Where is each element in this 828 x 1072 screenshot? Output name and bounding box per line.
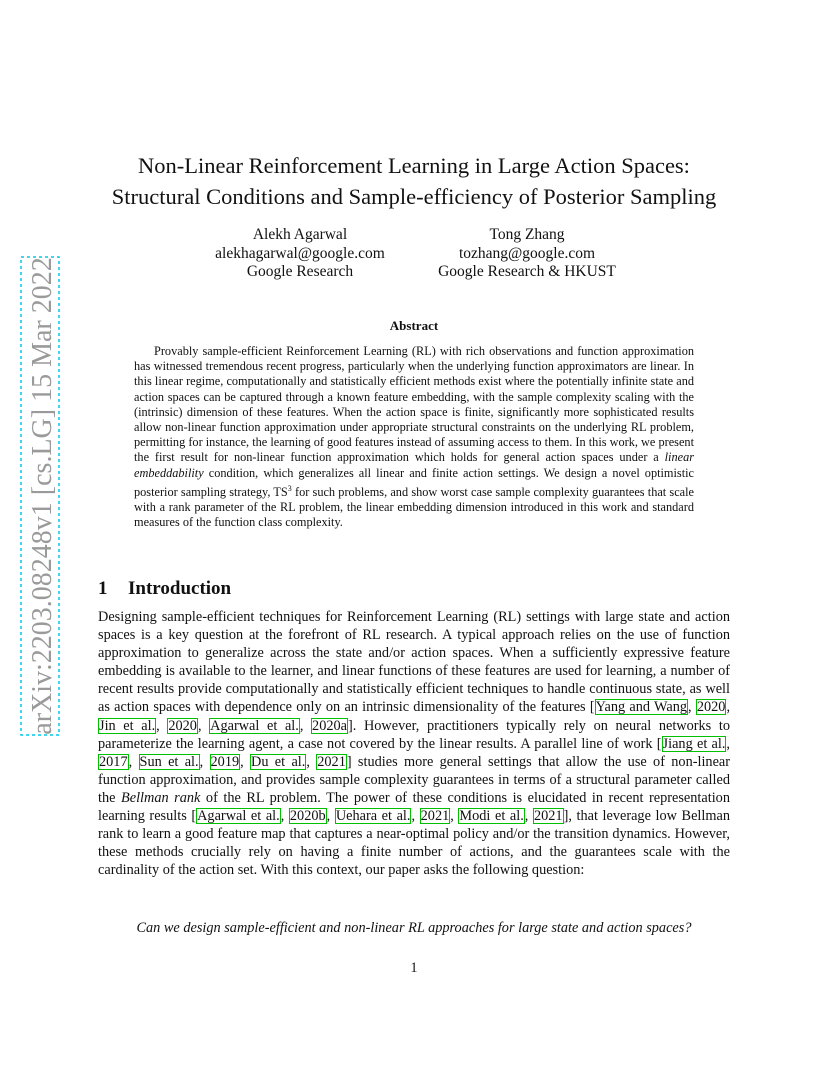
citation-link[interactable]: Yang and Wang xyxy=(595,699,688,716)
author-affiliation: Google Research xyxy=(246,263,354,280)
citation-sep: , xyxy=(197,717,210,734)
citation-link[interactable]: Jiang et al. xyxy=(662,735,726,752)
author-email: tozhang@google.com xyxy=(458,244,596,262)
citation-sep: , xyxy=(156,717,168,734)
citation-sep: , xyxy=(411,808,420,825)
citation-sep: , xyxy=(450,808,459,825)
abstract-part-2: condition, which generalizes all linear and finite action settings. We design a novel optimistic posterior sampling strategy, TS xyxy=(134,465,694,499)
abstract-heading: Abstract xyxy=(389,318,439,333)
intro-text: Designing sample-efficient techniques for Reinforcement Learning (RL) settings with large state and action spaces is a key question at the forefront of RL research. A typical approach relies on the use of function approximation to generalize across the state and/or action spaces. When a sufficiently expressive feature embedding is available to the learner, and linear functions of these features are used for learning, a number of recent results provide computationally and statistically efficient techniques to handle continuous state, as well as action spaces with dependence only on an intrinsic dimensionality of the features [ xyxy=(98,609,730,716)
citation-sep: , xyxy=(726,735,730,752)
abstract-part-3: for such problems, and show worst case sample complexity guarantees that scale with a rank parameter of the RL problem, the linear embedding dimension introduced in this work and standard measures of the function class complexity. xyxy=(134,484,694,530)
abstract-part-1: Provably sample-efficient Reinforcement Learning (RL) with rich observations and function approximation has witnessed tremendous recent progress, particularly when the underlying function approximators are linear. In this linear regime, computationally and statistically efficient methods exist where the potentially infinite state and action spaces can be captured through a known feature embedding, with the sample complexity scaling with the (intrinsic) dimension of these features. When the action space is finite, significantly more sophisticated results allow non-linear function approximation under appropriate structural constraints on the underlying RL problem, permitting for instance, the learning of good features instead of assuming access to them. In this work, we present the first result for non-linear function approximation which holds for general action spaces under a xyxy=(134,344,694,465)
citation-link[interactable]: 2017 xyxy=(99,753,128,770)
author-affiliation: Google Research & HKUST xyxy=(438,263,616,280)
page-number: 1 xyxy=(410,960,418,976)
citation-link[interactable]: 2021 xyxy=(420,808,450,825)
citation-sep: , xyxy=(128,753,139,770)
citation-sep: , xyxy=(726,699,731,716)
title-line-1: Non-Linear Reinforcement Learning in Large Action Spaces: xyxy=(138,153,690,178)
citation-sep: , xyxy=(280,808,289,825)
citation-sep: , xyxy=(306,753,317,770)
research-question: Can we design sample-efficient and non-linear RL approaches for large state and action spaces? xyxy=(136,920,692,936)
citation-link[interactable]: 2019 xyxy=(210,753,240,770)
section-heading xyxy=(98,578,231,600)
intro-text: ], that leverage low Bellman rank to learn a good feature map that captures a near-optimal policy and/or the transition dynamics. However, these methods crucially rely on having a finite number of actions, and the guarantees scale with the cardinality of the action set. With this context, our paper asks the following question: xyxy=(98,808,730,879)
citation-link[interactable]: 2020 xyxy=(168,717,197,734)
citation-link[interactable]: Agarwal et al. xyxy=(210,717,299,734)
author-2 xyxy=(407,226,647,282)
citation-link[interactable]: Agarwal et al. xyxy=(197,808,280,825)
intro-text: ]. However, practitioners typically rely on neural networks to parameterize the learning agent, a case not covered by the linear results. A parallel line of work [ xyxy=(98,717,730,752)
citation-sep: , xyxy=(299,717,312,734)
citation-sep: , xyxy=(199,753,210,770)
citation-link[interactable]: Uehara et al. xyxy=(335,808,411,825)
abstract-superscript: 3 xyxy=(287,483,292,493)
citation-sep: , xyxy=(688,699,696,716)
intro-text: ] studies more general settings that allow the use of non-linear function approximation, and provides sample complexity guarantees in terms of a structural parameter called the xyxy=(98,753,731,806)
citation-link[interactable]: 2020b xyxy=(289,808,326,825)
citation-link[interactable]: 2020a xyxy=(312,717,347,734)
citation-link[interactable]: Du et al. xyxy=(251,753,306,770)
section-number: 1 xyxy=(98,578,108,599)
arxiv-id-text: arXiv:2203.08248v1 [cs.LG] 15 Mar 2022 xyxy=(27,257,58,735)
citation-sep: , xyxy=(326,808,335,825)
paper-title xyxy=(60,150,768,212)
citation-sep: , xyxy=(240,753,251,770)
intro-paragraph xyxy=(98,608,730,879)
citation-link[interactable]: Modi et al. xyxy=(459,808,524,825)
section-title: Introduction xyxy=(128,578,232,599)
citation-link[interactable]: Jin et al. xyxy=(99,717,156,734)
author-1 xyxy=(180,226,420,282)
author-email: alekhagarwal@google.com xyxy=(215,244,385,262)
abstract-text xyxy=(134,344,694,531)
abstract-emphasis: linear embeddability xyxy=(134,450,694,480)
author-name: Tong Zhang xyxy=(489,226,565,243)
intro-text: of the RL problem. The power of these conditions is elucidated in recent representation learning results [ xyxy=(98,789,730,825)
citation-link[interactable]: 2021 xyxy=(533,808,563,825)
intro-emphasis: Bellman rank xyxy=(121,789,201,806)
citation-link[interactable]: Sun et al. xyxy=(139,753,199,770)
title-line-2: Structural Conditions and Sample-efficiency of Posterior Sampling xyxy=(111,184,717,209)
citation-link[interactable]: 2020 xyxy=(696,699,726,716)
citation-sep: , xyxy=(524,808,533,825)
author-name: Alekh Agarwal xyxy=(252,226,348,243)
citation-link[interactable]: 2021 xyxy=(317,753,346,770)
